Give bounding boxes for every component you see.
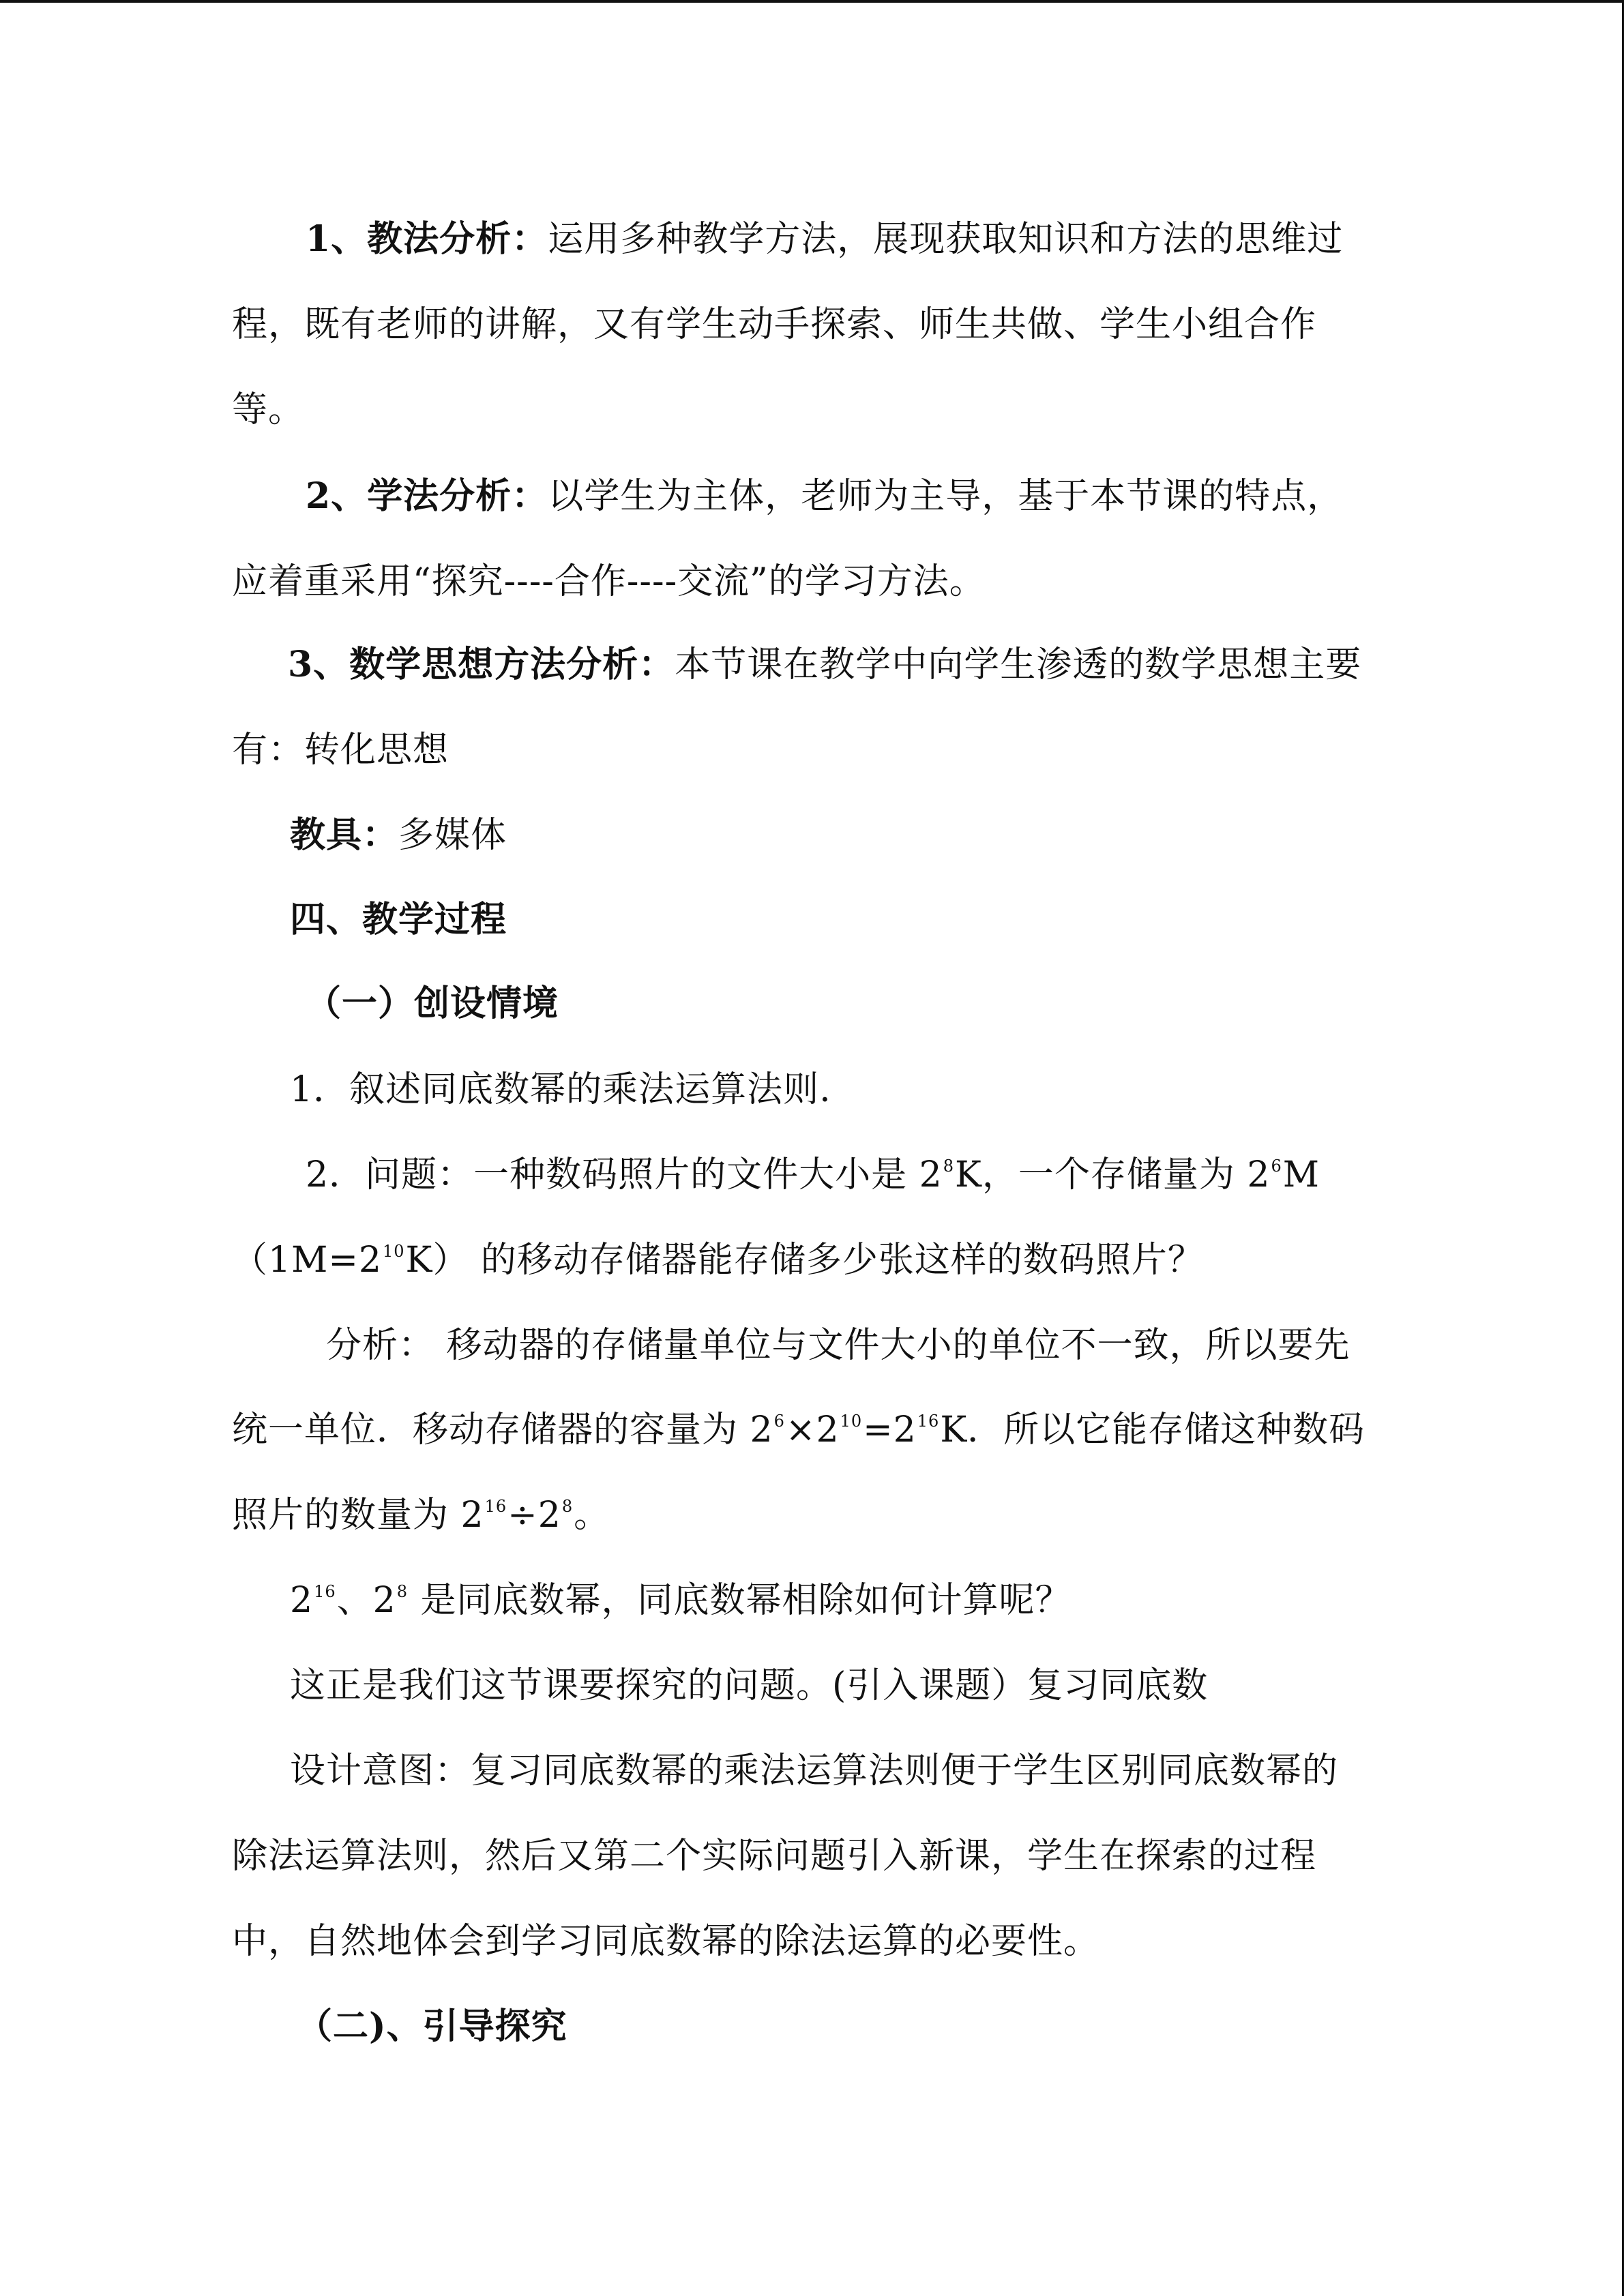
xuefa-continuation-1: 应着重采用“探究----合作----交流”的学习方法。 <box>232 561 986 602</box>
analysis-l3-text-c: 。 <box>574 1495 610 1536</box>
item-2 <box>306 1151 1320 1199</box>
analysis-l2-text-c: =2 <box>863 1410 917 1450</box>
analysis-l2-text-d: K．所以它能存储这种数码 <box>940 1410 1365 1450</box>
question-exp-a: 16 <box>314 1582 336 1601</box>
item2-exp-a: 8 <box>943 1157 954 1176</box>
analysis-line-2 <box>232 1406 1365 1454</box>
intro-line: 这正是我们这节课要探究的问题。(引入课题）复习同底数 <box>290 1665 1209 1706</box>
jiaoju-text: 多媒体 <box>398 815 507 856</box>
analysis-l2-exp-b: 10 <box>840 1412 863 1431</box>
analysis-line-3 <box>232 1491 610 1539</box>
item-1: 1．叙述同底数幂的乘法运算法则. <box>290 1069 831 1110</box>
question-exp-b: 8 <box>396 1582 409 1601</box>
question-text-a: 2 <box>290 1580 314 1621</box>
design-line-3: 中，自然地体会到学习同底数幂的除法运算的必要性。 <box>232 1921 1100 1962</box>
analysis-l3-exp-a: 16 <box>484 1497 507 1516</box>
xuefa-paragraph <box>306 473 1343 520</box>
sixiang-continuation-1: 有：转化思想 <box>232 730 449 771</box>
question-text-c: 是同底数幂，同底数幂相除如何计算呢？ <box>409 1580 1072 1621</box>
jiaofa-text: 运用多种教学方法，展现获取知识和方法的思维过 <box>548 219 1344 260</box>
design-line-2: 除法运算法则，然后又第二个实际问题引入新课，学生在探索的过程 <box>232 1836 1317 1877</box>
jiaofa-paragraph <box>306 215 1343 263</box>
item2-cont-text-b: K） 的移动存储器能存储多少张这样的数码照片？ <box>405 1240 1204 1281</box>
design-line-1: 设计意图：复习同底数幂的乘法运算法则便于学生区别同底数幂的 <box>290 1750 1339 1791</box>
sixiang-label: 3、数学思想方法分析： <box>288 644 675 685</box>
item2-text-c: M <box>1282 1154 1320 1195</box>
jiaofa-continuation-2: 等。 <box>232 389 305 430</box>
question-line <box>290 1577 1072 1624</box>
item2-cont-exp-a: 10 <box>382 1242 405 1261</box>
jiaofa-label: 1、教法分析： <box>306 218 548 260</box>
question-text-b: 、2 <box>336 1580 396 1621</box>
sixiang-paragraph <box>288 641 1361 689</box>
item2-exp-b: 6 <box>1271 1157 1282 1176</box>
xuefa-label: 2、学法分析： <box>306 475 548 517</box>
analysis-l2-text-b: ×2 <box>785 1410 840 1450</box>
analysis-line-1: 分析： 移动器的存储量单位与文件大小的单位不一致，所以要先 <box>326 1325 1350 1366</box>
analysis-l2-exp-c: 16 <box>917 1412 940 1431</box>
xuefa-text: 以学生为主体，老师为主导，基于本节课的特点， <box>548 476 1344 517</box>
item-2-continuation <box>232 1236 1204 1284</box>
jiaoju-paragraph <box>290 811 507 859</box>
item2-cont-text-a: （1M=2 <box>232 1240 382 1281</box>
subsection-heading-2: （二)、引导探究 <box>297 2006 567 2047</box>
analysis-l3-text-a: 照片的数量为 2 <box>232 1495 484 1536</box>
analysis-l2-exp-a: 6 <box>773 1412 785 1431</box>
sixiang-text: 本节课在教学中向学生渗透的数学思想主要 <box>675 644 1362 685</box>
section-heading-4: 四、教学过程 <box>290 899 507 940</box>
jiaoju-label: 教具： <box>290 814 399 856</box>
item2-text-a: 2．问题：一种数码照片的文件大小是 2 <box>306 1154 943 1195</box>
subsection-heading-1: （一）创设情境 <box>306 983 559 1024</box>
jiaofa-continuation-1: 程，既有老师的讲解，又有学生动手探索、师生共做、学生小组合作 <box>232 304 1317 345</box>
analysis-l3-text-b: ÷2 <box>507 1495 561 1536</box>
analysis-l2-text-a: 统一单位．移动存储器的容量为 2 <box>232 1410 773 1450</box>
analysis-l3-exp-b: 8 <box>561 1497 574 1516</box>
item2-text-b: K，一个存储量为 2 <box>954 1154 1271 1195</box>
